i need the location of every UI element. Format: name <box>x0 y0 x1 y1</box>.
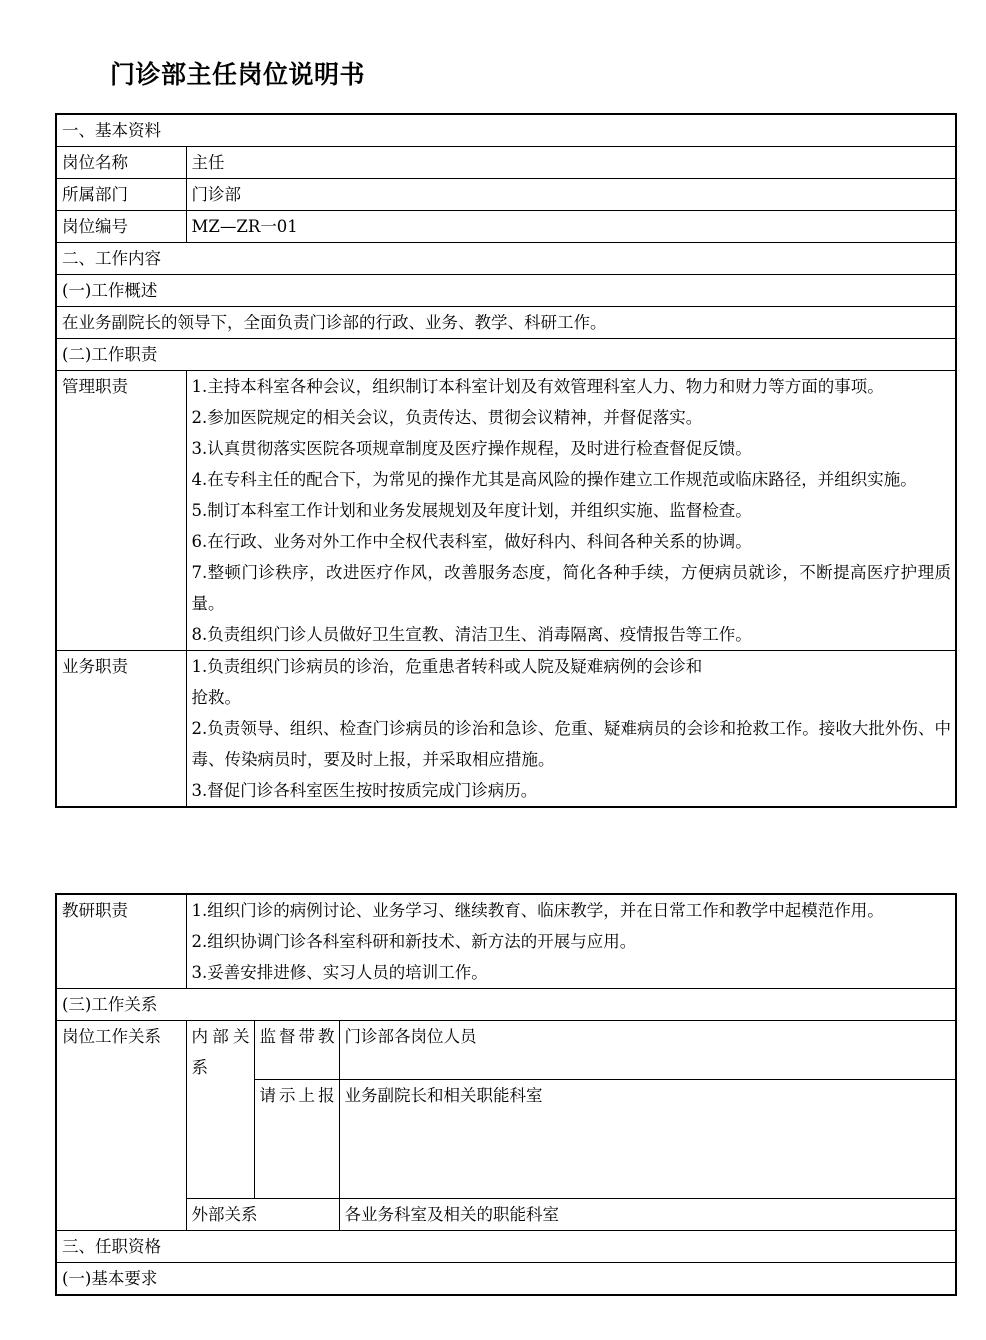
table-row <box>56 211 956 243</box>
table-row <box>56 307 956 339</box>
relations-internal-value-reporting: 业务副院长和相关职能科室 <box>339 1080 956 1199</box>
relations-internal-label <box>186 1021 254 1199</box>
table-row <box>56 1231 956 1263</box>
relations-external-value: 各业务科室及相关的职能科室 <box>339 1199 956 1231</box>
duty-list-business <box>186 651 956 808</box>
table-row <box>56 179 956 211</box>
field-value-job-name: 主任 <box>186 147 956 179</box>
relations-internal-value-supervision: 门诊部各岗位人员 <box>339 1021 956 1080</box>
table-row <box>56 339 956 371</box>
table-row <box>56 275 956 307</box>
duty-label-business: 业务职责 <box>56 651 186 808</box>
relations-internal-label-text: 内部关系 <box>191 1027 250 1077</box>
section-heading-work: 二、工作内容 <box>56 243 956 275</box>
subheading-work-duties: (二)工作职责 <box>56 339 956 371</box>
duty-item: 1.负责组织门诊病员的诊治，危重患者转科或人院及疑难病例的会诊和 <box>191 657 703 676</box>
page-title: 门诊部主任岗位说明书 <box>110 60 366 89</box>
field-value-department: 门诊部 <box>186 179 956 211</box>
table-row <box>56 989 956 1021</box>
work-overview-text: 在业务副院长的领导下，全面负责门诊部的行政、业务、教学、科研工作。 <box>56 307 956 339</box>
table-row <box>56 1021 956 1080</box>
duty-item: 3.督促门诊各科室医生按时按质完成门诊病历。 <box>191 781 538 800</box>
table-row <box>56 147 956 179</box>
duty-item: 8.负责组织门诊人员做好卫生宣教、清洁卫生、消毒隔离、疫情报告等工作。 <box>191 625 752 644</box>
duty-item: 抢救。 <box>191 688 241 707</box>
table-row <box>56 1199 956 1231</box>
relations-internal-type-supervision <box>254 1021 339 1080</box>
duty-item: 5.制订本科室工作计划和业务发展规划及年度计划，并组织实施、监督检查。 <box>191 501 752 520</box>
table-row <box>56 894 956 989</box>
duty-list-teaching-research <box>186 894 956 989</box>
field-label-job-code: 岗位编号 <box>56 211 186 243</box>
field-value-job-code: MZ—ZR一01 <box>186 211 956 243</box>
section-heading-qualification: 三、任职资格 <box>56 1231 956 1263</box>
duty-item: 1.主持本科室各种会议，组织制订本科室计划及有效管理科室人力、物力和财力等方面的事项。 <box>191 377 884 396</box>
relations-label-text: 岗位工作关系 <box>62 1027 161 1046</box>
duty-item: 6.在行政、业务对外工作中全权代表科室，做好科内、科间各种关系的协调。 <box>191 532 752 551</box>
job-description-table-part2 <box>55 893 957 1296</box>
field-label-job-name: 岗位名称 <box>56 147 186 179</box>
duty-item: 7.整顿门诊秩序，改进医疗作风，改善服务态度，简化各种手续，方便病员就诊，不断提高医疗护理质量。 <box>191 563 951 613</box>
duty-item: 1.组织门诊的病例讨论、业务学习、继续教育、临床教学，并在日常工作和教学中起模范作用。 <box>191 901 884 920</box>
subheading-work-overview: (一)工作概述 <box>56 275 956 307</box>
relations-internal-type-reporting-text: 请示上报 <box>259 1086 335 1105</box>
relations-internal-type-reporting <box>254 1080 339 1199</box>
duty-list-management <box>186 371 956 651</box>
job-description-table-part1 <box>55 113 957 808</box>
duty-item: 2.组织协调门诊各科室科研和新技术、新方法的开展与应用。 <box>191 932 637 951</box>
table-row <box>56 114 956 147</box>
field-label-department: 所属部门 <box>56 179 186 211</box>
duty-label-teaching-research: 教研职责 <box>56 894 186 989</box>
table-row <box>56 371 956 651</box>
duty-item: 2.负责领导、组织、检查门诊病员的诊治和急诊、危重、疑难病员的会诊和抢救工作。接收大批外伤、中毒、传染病员时，要及时上报，并采取相应措施。 <box>191 719 951 769</box>
duty-item: 3.认真贯彻落实医院各项规章制度及医疗操作规程，及时进行检查督促反馈。 <box>191 439 752 458</box>
duty-item: 3.妥善安排进修、实习人员的培训工作。 <box>191 963 488 982</box>
table-row <box>56 651 956 808</box>
relations-internal-type-supervision-text: 监督带教 <box>259 1027 335 1046</box>
table-row <box>56 1263 956 1296</box>
subheading-basic-requirements: (一)基本要求 <box>56 1263 956 1296</box>
relations-label <box>56 1021 186 1231</box>
relations-external-label: 外部关系 <box>186 1199 339 1231</box>
duty-item: 4.在专科主任的配合下，为常见的操作尤其是高风险的操作建立工作规范或临床路径，并组织实施。 <box>191 470 917 489</box>
subheading-work-relations: (三)工作关系 <box>56 989 956 1021</box>
table-row <box>56 243 956 275</box>
section-heading-basic: 一、基本资料 <box>56 114 956 147</box>
duty-label-management: 管理职责 <box>56 371 186 651</box>
duty-item: 2.参加医院规定的相关会议，负责传达、贯彻会议精神，并督促落实。 <box>191 408 703 427</box>
